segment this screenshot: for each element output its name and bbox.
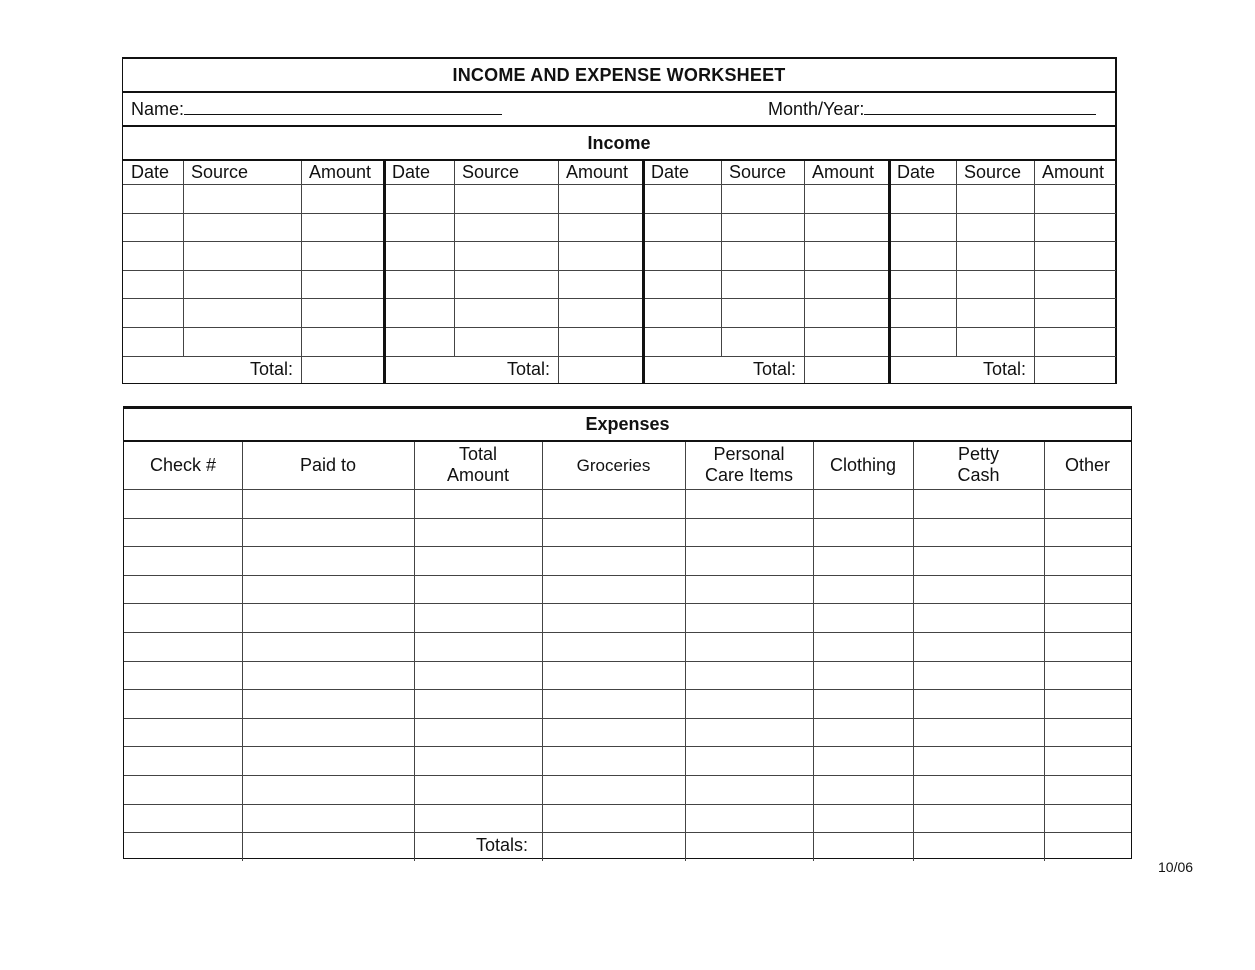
income-source-cell[interactable] — [956, 184, 1034, 213]
expense-column-header: Check # — [149, 454, 217, 475]
income-amount-cell[interactable] — [1034, 270, 1116, 299]
expense-entry-cell[interactable] — [913, 632, 1044, 661]
income-total-label: Total: — [752, 358, 796, 379]
income-amount-cell[interactable] — [301, 184, 384, 213]
income-source-header: Source — [729, 162, 787, 182]
expense-column-header: Clothing — [829, 454, 897, 475]
expense-entry-cell[interactable] — [813, 632, 913, 661]
income-amount-cell[interactable] — [804, 241, 889, 270]
income-amount-cell[interactable] — [804, 270, 889, 299]
income-amount-cell[interactable] — [1034, 327, 1116, 356]
income-source-header: Source — [462, 162, 520, 182]
income-date-cell[interactable] — [643, 298, 721, 327]
expense-entry-cell[interactable] — [414, 661, 542, 690]
income-date-header: Date — [651, 162, 690, 182]
expense-entry-cell[interactable] — [813, 575, 913, 604]
expense-entry-cell[interactable] — [124, 718, 242, 747]
expense-entry-cell[interactable] — [813, 518, 913, 547]
expense-column-header: Paid to — [299, 454, 357, 475]
income-total-label: Total: — [249, 358, 293, 379]
expense-entry-cell[interactable] — [685, 661, 813, 690]
expense-entry-cell[interactable] — [685, 632, 813, 661]
income-date-cell[interactable] — [123, 213, 183, 242]
income-amount-cell[interactable] — [1034, 241, 1116, 270]
income-source-header: Source — [191, 162, 249, 182]
expense-entry-cell[interactable] — [542, 575, 685, 604]
income-amount-cell[interactable] — [558, 298, 643, 327]
expense-entry-cell[interactable] — [124, 603, 242, 632]
expense-entry-cell[interactable] — [913, 489, 1044, 518]
income-date-cell[interactable] — [384, 241, 454, 270]
expense-entry-cell[interactable] — [242, 661, 414, 690]
expense-entry-cell[interactable] — [124, 775, 242, 804]
expense-entry-cell[interactable] — [414, 489, 542, 518]
name-label: Name: — [131, 99, 185, 119]
expense-entry-cell[interactable] — [542, 518, 685, 547]
expense-column-header: Petty Cash — [957, 444, 1000, 485]
expense-entry-cell[interactable] — [242, 804, 414, 833]
income-date-header: Date — [131, 162, 170, 182]
expense-entry-cell[interactable] — [414, 575, 542, 604]
expense-entry-cell[interactable] — [542, 804, 685, 833]
expense-totals-label: Totals: — [476, 835, 529, 856]
income-source-cell[interactable] — [183, 270, 301, 299]
expense-entry-cell[interactable] — [813, 546, 913, 575]
expense-entry-cell[interactable] — [414, 804, 542, 833]
expense-entry-cell[interactable] — [542, 775, 685, 804]
income-date-header: Date — [392, 162, 431, 182]
expense-entry-cell[interactable] — [913, 661, 1044, 690]
expense-entry-cell[interactable] — [1044, 575, 1131, 604]
income-source-cell[interactable] — [454, 270, 558, 299]
income-source-cell[interactable] — [183, 327, 301, 356]
income-date-cell[interactable] — [643, 270, 721, 299]
income-date-cell[interactable] — [889, 298, 956, 327]
income-amount-header: Amount — [1042, 162, 1105, 182]
expense-entry-cell[interactable] — [913, 575, 1044, 604]
income-date-cell[interactable] — [123, 270, 183, 299]
expense-entry-cell[interactable] — [913, 689, 1044, 718]
income-amount-cell[interactable] — [558, 213, 643, 242]
month-year-blank-line[interactable] — [864, 99, 1096, 115]
expense-column-header: Other — [1064, 454, 1111, 475]
expense-entry-cell[interactable] — [242, 718, 414, 747]
expense-total-cell[interactable] — [1044, 832, 1131, 861]
income-source-cell[interactable] — [721, 270, 804, 299]
income-date-cell[interactable] — [123, 241, 183, 270]
expense-entry-cell[interactable] — [1044, 746, 1131, 775]
income-amount-cell[interactable] — [804, 184, 889, 213]
expense-entry-cell[interactable] — [124, 661, 242, 690]
income-source-cell[interactable] — [183, 241, 301, 270]
expense-total-cell[interactable] — [542, 832, 685, 861]
expense-entry-cell[interactable] — [242, 632, 414, 661]
income-date-cell[interactable] — [384, 298, 454, 327]
income-total-label: Total: — [982, 358, 1026, 379]
form-revision-code: 10/06 — [1158, 859, 1194, 875]
income-date-cell[interactable] — [889, 241, 956, 270]
expense-entry-cell[interactable] — [1044, 689, 1131, 718]
expense-entry-cell[interactable] — [542, 603, 685, 632]
income-amount-cell[interactable] — [301, 241, 384, 270]
income-source-cell[interactable] — [956, 241, 1034, 270]
income-amount-cell[interactable] — [301, 213, 384, 242]
income-total-amount-cell[interactable] — [1034, 356, 1116, 383]
income-source-cell[interactable] — [721, 241, 804, 270]
expense-entry-cell[interactable] — [242, 575, 414, 604]
name-blank-line[interactable] — [184, 99, 502, 115]
expense-entry-cell[interactable] — [542, 632, 685, 661]
expense-entry-cell[interactable] — [242, 489, 414, 518]
expense-entry-cell[interactable] — [913, 746, 1044, 775]
income-source-header: Source — [964, 162, 1022, 182]
expense-entry-cell[interactable] — [685, 518, 813, 547]
income-amount-cell[interactable] — [1034, 298, 1116, 327]
income-section-header — [123, 127, 1115, 161]
expense-entry-cell[interactable] — [414, 632, 542, 661]
income-date-cell[interactable] — [889, 270, 956, 299]
expense-entry-cell[interactable] — [913, 546, 1044, 575]
expense-entry-cell[interactable] — [124, 804, 242, 833]
income-date-cell[interactable] — [384, 184, 454, 213]
worksheet-title: INCOME AND EXPENSE WORKSHEET — [452, 64, 786, 85]
income-date-cell[interactable] — [384, 270, 454, 299]
income-date-cell[interactable] — [643, 184, 721, 213]
income-amount-cell[interactable] — [301, 270, 384, 299]
income-amount-cell[interactable] — [1034, 213, 1116, 242]
income-date-cell[interactable] — [123, 298, 183, 327]
income-source-cell[interactable] — [721, 327, 804, 356]
income-entry-grid — [123, 161, 1116, 383]
income-date-cell[interactable] — [889, 184, 956, 213]
income-source-cell[interactable] — [454, 213, 558, 242]
income-amount-cell[interactable] — [804, 213, 889, 242]
expense-entry-cell[interactable] — [685, 775, 813, 804]
expense-entry-cell[interactable] — [685, 489, 813, 518]
income-source-cell[interactable] — [956, 270, 1034, 299]
expense-entry-cell[interactable] — [685, 689, 813, 718]
expense-entry-cell[interactable] — [242, 775, 414, 804]
income-source-cell[interactable] — [183, 184, 301, 213]
month-year-label: Month/Year: — [768, 99, 865, 119]
income-amount-header: Amount — [566, 162, 629, 182]
income-date-cell[interactable] — [643, 241, 721, 270]
expense-entry-cell[interactable] — [685, 746, 813, 775]
expense-entry-cell[interactable] — [414, 518, 542, 547]
expense-entry-cell[interactable] — [414, 603, 542, 632]
income-amount-cell[interactable] — [301, 298, 384, 327]
income-date-cell[interactable] — [123, 327, 183, 356]
income-date-cell[interactable] — [384, 213, 454, 242]
expense-entry-cell[interactable] — [242, 546, 414, 575]
income-amount-cell[interactable] — [558, 184, 643, 213]
income-section-title: Income — [587, 132, 651, 153]
expense-entry-cell[interactable] — [242, 518, 414, 547]
expense-entry-cell[interactable] — [542, 489, 685, 518]
expense-total-cell[interactable] — [913, 832, 1044, 861]
expense-entry-cell[interactable] — [813, 746, 913, 775]
expense-entry-cell[interactable] — [542, 689, 685, 718]
name-month-row — [123, 93, 1115, 127]
income-source-cell[interactable] — [454, 241, 558, 270]
expense-entry-cell[interactable] — [1044, 546, 1131, 575]
expense-column-header: Groceries — [576, 455, 651, 475]
income-date-cell[interactable] — [643, 327, 721, 356]
expense-entry-cell[interactable] — [124, 746, 242, 775]
income-total-label: Total: — [506, 358, 550, 379]
expense-column-header: Personal Care Items — [704, 444, 794, 485]
expense-entry-cell[interactable] — [242, 603, 414, 632]
income-amount-cell[interactable] — [301, 327, 384, 356]
expense-entry-cell[interactable] — [1044, 775, 1131, 804]
income-date-cell[interactable] — [384, 327, 454, 356]
month-year-field[interactable] — [768, 99, 1096, 120]
income-source-cell[interactable] — [956, 298, 1034, 327]
income-source-cell[interactable] — [183, 298, 301, 327]
expense-entry-cell[interactable] — [685, 575, 813, 604]
expense-entry-cell[interactable] — [813, 603, 913, 632]
expense-entry-cell[interactable] — [124, 575, 242, 604]
expense-entry-cell[interactable] — [813, 661, 913, 690]
expense-entry-cell[interactable] — [1044, 489, 1131, 518]
expense-entry-cell[interactable] — [913, 718, 1044, 747]
income-amount-cell[interactable] — [1034, 184, 1116, 213]
expense-entry-cell[interactable] — [124, 518, 242, 547]
expense-entry-cell[interactable] — [813, 689, 913, 718]
expense-entry-cell[interactable] — [1044, 718, 1131, 747]
expense-entry-cell[interactable] — [542, 661, 685, 690]
expense-entry-cell[interactable] — [414, 718, 542, 747]
expense-entry-cell[interactable] — [1044, 632, 1131, 661]
income-amount-cell[interactable] — [558, 270, 643, 299]
expense-entry-cell[interactable] — [1044, 518, 1131, 547]
income-source-cell[interactable] — [454, 184, 558, 213]
income-source-cell[interactable] — [956, 327, 1034, 356]
expense-entry-cell[interactable] — [542, 746, 685, 775]
expenses-table — [123, 406, 1132, 859]
expense-entry-cell[interactable] — [124, 489, 242, 518]
income-amount-header: Amount — [309, 162, 372, 182]
income-source-cell[interactable] — [956, 213, 1034, 242]
worksheet-title-row — [123, 59, 1115, 93]
income-source-cell[interactable] — [454, 298, 558, 327]
expenses-entry-grid — [124, 442, 1131, 859]
expense-entry-cell[interactable] — [913, 518, 1044, 547]
income-total-amount-cell[interactable] — [804, 356, 889, 383]
expense-entry-cell[interactable] — [813, 775, 913, 804]
expense-entry-cell[interactable] — [1044, 603, 1131, 632]
income-date-cell[interactable] — [889, 327, 956, 356]
income-amount-cell[interactable] — [558, 241, 643, 270]
expense-entry-cell[interactable] — [414, 746, 542, 775]
income-amount-cell[interactable] — [558, 327, 643, 356]
expense-entry-cell[interactable] — [1044, 661, 1131, 690]
expense-entry-cell[interactable] — [542, 546, 685, 575]
expenses-section-title: Expenses — [585, 414, 670, 434]
expense-column-header: Total Amount — [446, 444, 510, 485]
income-date-header: Date — [897, 162, 936, 182]
income-total-amount-cell[interactable] — [301, 356, 384, 383]
income-total-amount-cell[interactable] — [558, 356, 643, 383]
expense-entry-cell[interactable] — [242, 746, 414, 775]
expense-entry-cell[interactable] — [685, 804, 813, 833]
income-worksheet-table — [122, 57, 1117, 384]
expense-entry-cell[interactable] — [242, 689, 414, 718]
expense-entry-cell[interactable] — [414, 689, 542, 718]
expense-entry-cell[interactable] — [414, 546, 542, 575]
expense-total-cell[interactable] — [813, 832, 913, 861]
income-amount-cell[interactable] — [804, 327, 889, 356]
income-source-cell[interactable] — [183, 213, 301, 242]
expense-entry-cell[interactable] — [685, 718, 813, 747]
income-amount-header: Amount — [812, 162, 875, 182]
income-date-cell[interactable] — [643, 213, 721, 242]
expense-entry-cell[interactable] — [124, 689, 242, 718]
expense-entry-cell[interactable] — [1044, 804, 1131, 833]
expense-entry-cell[interactable] — [913, 775, 1044, 804]
expense-entry-cell[interactable] — [685, 546, 813, 575]
expense-entry-cell[interactable] — [124, 632, 242, 661]
expense-entry-cell[interactable] — [685, 603, 813, 632]
expense-entry-cell[interactable] — [813, 718, 913, 747]
expense-entry-cell[interactable] — [913, 603, 1044, 632]
expense-entry-cell[interactable] — [542, 718, 685, 747]
expense-entry-cell[interactable] — [124, 546, 242, 575]
expense-entry-cell[interactable] — [913, 804, 1044, 833]
expense-total-cell[interactable] — [685, 832, 813, 861]
expense-entry-cell[interactable] — [813, 489, 913, 518]
income-source-cell[interactable] — [721, 298, 804, 327]
income-amount-cell[interactable] — [804, 298, 889, 327]
income-date-cell[interactable] — [889, 213, 956, 242]
income-source-cell[interactable] — [721, 184, 804, 213]
expenses-section-header — [124, 409, 1131, 442]
name-field[interactable] — [131, 99, 502, 120]
expense-entry-cell[interactable] — [414, 775, 542, 804]
expense-entry-cell[interactable] — [813, 804, 913, 833]
income-date-cell[interactable] — [123, 184, 183, 213]
income-source-cell[interactable] — [721, 213, 804, 242]
income-source-cell[interactable] — [454, 327, 558, 356]
